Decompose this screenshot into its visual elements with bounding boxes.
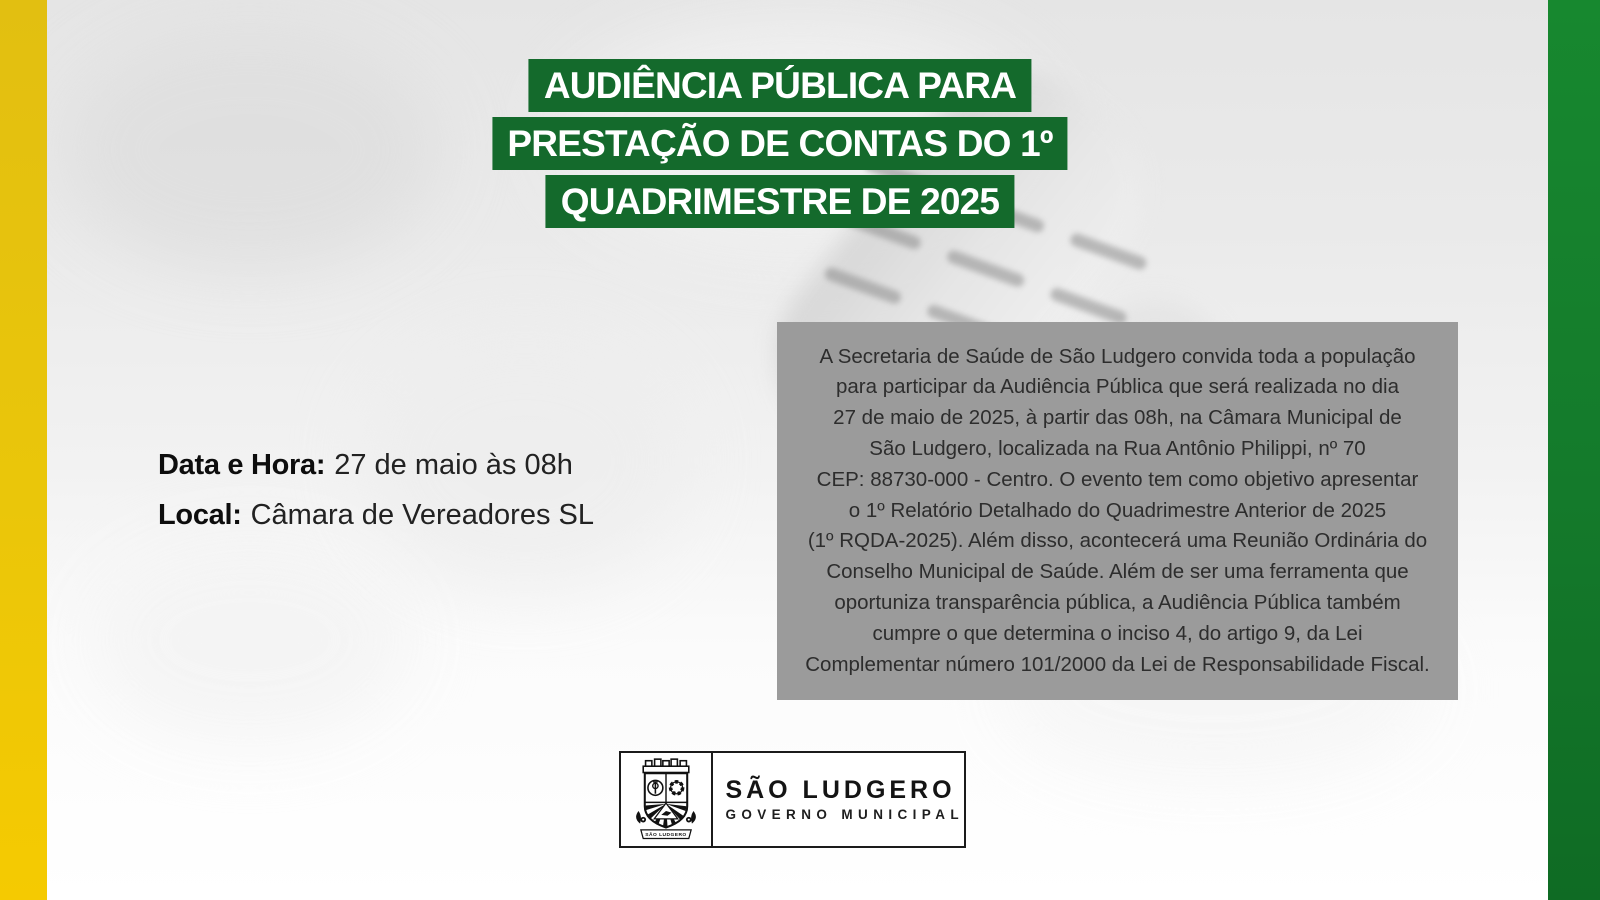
- description-line: (1º RQDA-2025). Além disso, acontecerá uma Reunião Ordinária do: [807, 529, 1428, 553]
- crest-cell: [621, 753, 713, 846]
- crest-scroll-text: SÃO LUDGERO: [645, 832, 687, 838]
- description-line: o 1º Relatório Detalhado do Quadrimestre Anterior de 2025: [848, 498, 1387, 522]
- event-location: [158, 490, 594, 540]
- description-line: para participar da Audiência Pública que será realizada no dia: [836, 375, 1399, 399]
- event-info: [158, 440, 594, 540]
- government-logo: [619, 751, 966, 848]
- yellow-edge-stripe: [0, 0, 47, 900]
- government-subtitle: GOVERNO MUNICIPAL: [725, 807, 964, 822]
- location-label: Local:: [158, 499, 242, 531]
- headline-line-3: QUADRIMESTRE DE 2025: [546, 175, 1014, 228]
- logo-text-cell: [713, 753, 964, 846]
- background-blur-blob: [90, 540, 410, 740]
- description-line: Conselho Municipal de Saúde. Além de ser uma ferramenta que: [826, 560, 1409, 584]
- event-datetime: [158, 440, 594, 490]
- description-line: Complementar número 101/2000 da Lei de Responsabilidade Fiscal.: [805, 652, 1430, 676]
- description-box: [777, 322, 1458, 700]
- description-line: CEP: 88730-000 - Centro. O evento tem como objetivo apresentar: [816, 467, 1419, 491]
- datetime-label: Data e Hora:: [158, 449, 326, 481]
- datetime-value: 27 de maio às 08h: [334, 449, 573, 481]
- green-edge-stripe: [1548, 0, 1600, 900]
- description-line: cumpre o que determina o inciso 4, do artigo 9, da Lei: [872, 621, 1363, 645]
- description-line: São Ludgero, localizada na Rua Antônio Philippi, nº 70: [869, 437, 1366, 460]
- headline: [492, 59, 1067, 228]
- location-value: Câmara de Vereadores SL: [250, 499, 594, 531]
- description-line: A Secretaria de Saúde de São Ludgero convida toda a população: [819, 344, 1416, 368]
- description-line: oportuniza transparência pública, a Audiência Pública também: [834, 590, 1401, 614]
- municipal-coat-of-arms-icon: [625, 756, 707, 844]
- description-line: 27 de maio de 2025, à partir das 08h, na Câmara Municipal de: [833, 406, 1402, 430]
- background-blur-blob: [60, 30, 440, 270]
- municipality-name: SÃO LUDGERO: [725, 776, 956, 804]
- headline-line-1: AUDIÊNCIA PÚBLICA PARA: [529, 59, 1031, 112]
- headline-line-2: PRESTAÇÃO DE CONTAS DO 1º: [492, 117, 1067, 170]
